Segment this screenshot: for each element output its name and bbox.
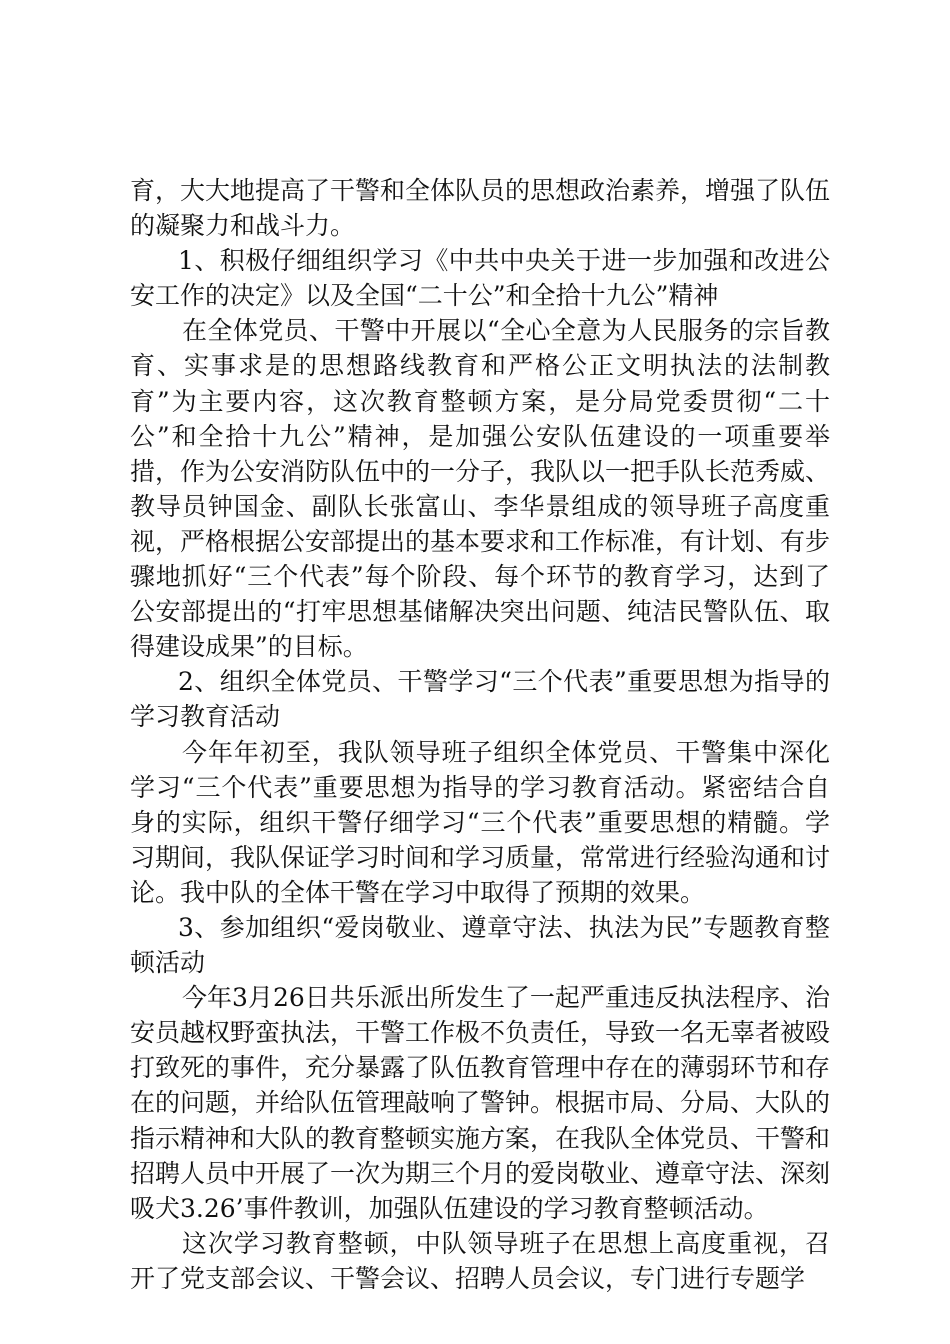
document-body bbox=[130, 173, 830, 1296]
paragraph-continuation: 育，大大地提高了干警和全体队员的思想政治素养，增强了队伍的凝聚力和战斗力。 bbox=[130, 176, 831, 241]
paragraph-section-2-body: 今年年初至，我队领导班子组织全体党员、干警集中深化学习“三个代表”重要思想为指导的学习教育活动。紧密结合自身的实际，组织干警仔细学习“三个代表”重要思想的精髓。学习期间，我队保证学习时间和学习质量，常常进行经验沟通和讨论。我中队的全体干警在学习中取得了预期的效果。 bbox=[130, 737, 831, 907]
section-heading-3: 3、参加组织“爱岗敬业、遵章守法、执法为民”专题教育整顿活动 bbox=[130, 912, 830, 978]
paragraph-section-1-body: 在全体党员、干警中开展以“全心全意为人民服务的宗旨教育、实事求是的思想路线教育和严格公正文明执法的法制教育”为主要内容，这次教育整顿方案，是分局党委贯彻“二十公”和全拾十九公”精神，是加强公安队伍建设的一项重要举措，作为公安消防队伍中的一分子，我队以一把手队长范秀威、教导员钟国金、副队长张富山、李华景组成的领导班子高度重视，严格根据公安部提出的基本要求和工作标准，有计划、有步骤地抓好“三个代表”每个阶段、每个环节的教育学习，达到了公安部提出的“打牢思想基储解决突出问题、纯洁民警队伍、取得建设成果”的目标。 bbox=[130, 316, 831, 662]
section-heading-2: 2、组织全体党员、干警学习“三个代表”重要思想为指导的学习教育活动 bbox=[130, 667, 830, 732]
section-heading-1: 1、积极仔细组织学习《中共中央关于进一步加强和改进公安工作的决定》以及全国“二十公”和全拾十九公”精神 bbox=[130, 246, 830, 311]
paragraph-section-3-continued: 这次学习教育整顿，中队领导班子在思想上高度重视，召开了党支部会议、干警会议、招聘人员会议，专门进行专题学 bbox=[130, 1228, 830, 1293]
paragraph-section-3-body: 今年3月26日共乐派出所发生了一起严重违反执法程序、治安员越权野蛮执法，干警工作极不负责任，导致一名无辜者被殴打致死的事件，充分暴露了队伍教育管理中存在的薄弱环节和存在的问题，并给队伍管理敲响了警钟。根据市局、分局、大队的指示精神和大队的教育整顿实施方案，在我队全体党员、干警和招聘人员中开展了一次为期三个月的爱岗敬业、遵章守法、深刻吸犬3.26’事件教训，加强队伍建设的学习教育整顿活动。 bbox=[130, 983, 831, 1223]
